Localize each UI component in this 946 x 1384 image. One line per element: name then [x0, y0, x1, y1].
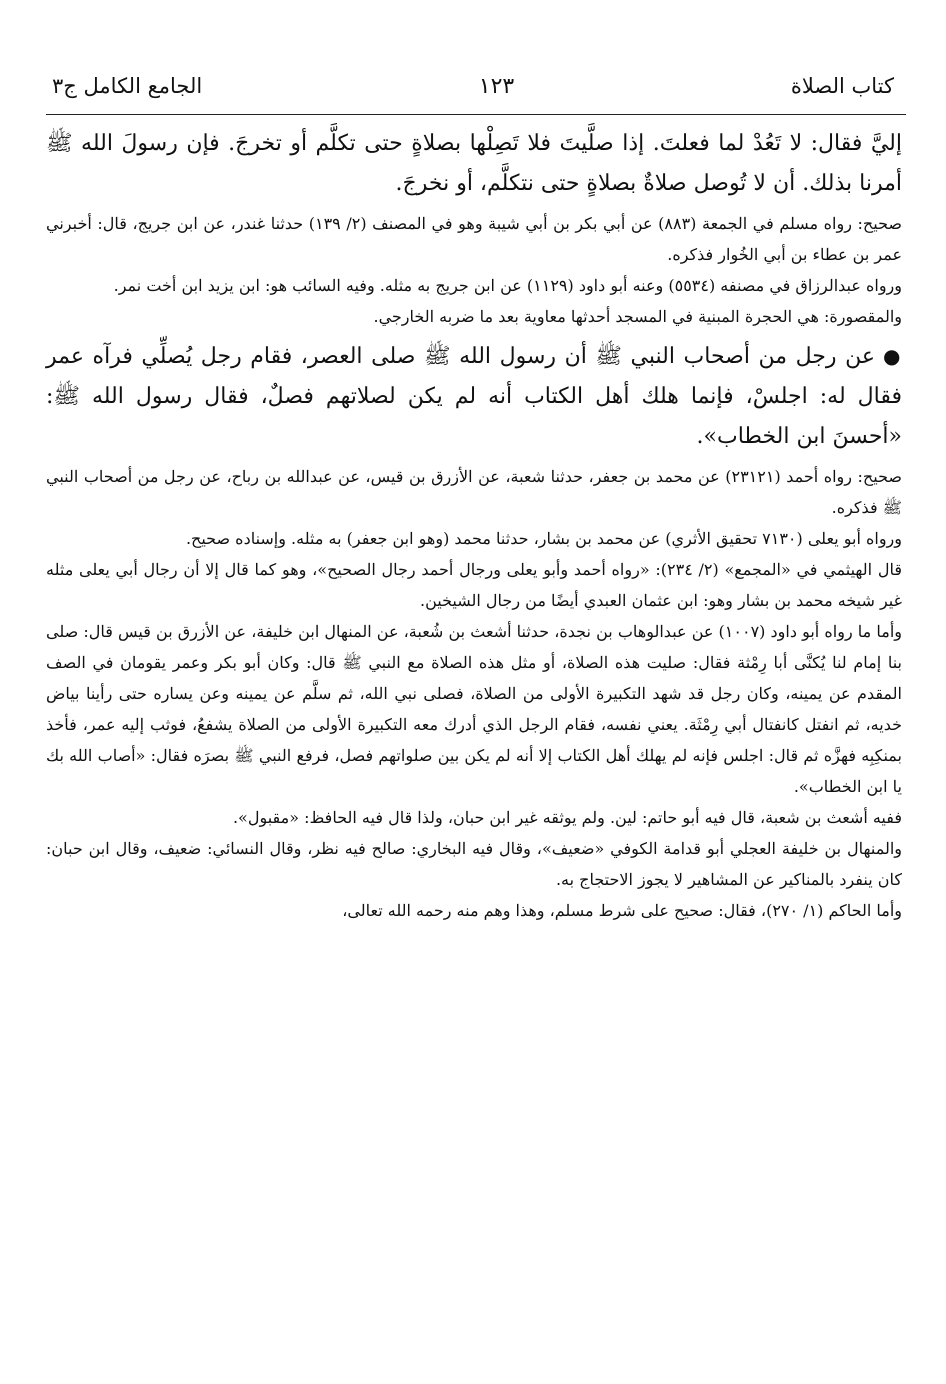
- takhrij-paragraph: ورواه أبو يعلى (٧١٣٠ تحقيق الأثري) عن محمد بن بشار، حدثنا محمد (وهو ابن جعفر) به مثله. وإسناده صحيح.: [185, 529, 902, 548]
- running-header: [52, 66, 894, 106]
- takhrij-paragraph: قال الهيثمي في «المجمع» (٢/ ٢٣٤): «رواه أحمد وأبو يعلى ورجال أحمد رجال الصحيح»، وهو كما قال إلا أن رجال أبي يعلى مثله غير شيخه محمد بن بشار وهو: ابن عثمان العبدي أيضًا من رجال الشيخين.: [46, 560, 903, 610]
- header-chapter-title: كتاب الصلاة: [790, 74, 894, 98]
- note-paragraph: والمقصورة: هي الحجرة المبنية في المسجد أحدثها معاوية بعد ما ضربه الخارجي.: [373, 307, 902, 326]
- takhrij-paragraph: صحيح: رواه أحمد (٢٣١٢١) عن محمد بن جعفر، حدثنا شعبة، عن الأزرق بن قيس، عن عبدالله بن رباح، عن رجل من أصحاب النبي ﷺ فذكره.: [46, 467, 902, 517]
- takhrij-paragraph: والمنهال بن خليفة العجلي أبو قدامة الكوفي «ضعيف»، وقال فيه البخاري: صالح فيه نظر، وقال النسائي: ضعيف، وقال ابن حبان: كان ينفرد بالمناكير عن المشاهير لا يجوز الاحتجاج به.: [46, 839, 902, 889]
- hadith-text: إليَّ فقال: لا تَعُدْ لما فعلتَ. إذا صلَّيتَ فلا تَصِلْها بصلاةٍ حتى تكلَّم أو تخرجَ. فإن رسولَ الله ﷺ أمرنا بذلك. أن لا تُوصل صلاةٌ بصلاةٍ حتى نتكلَّم، أو نخرجَ.: [46, 131, 902, 196]
- page-number: ١٢٣: [478, 73, 515, 99]
- hadith-bullet: ●: [882, 344, 902, 368]
- takhrij-paragraph: وأما الحاكم (١/ ٢٧٠)، فقال: صحيح على شرط مسلم، وهذا وهم منه رحمه الله تعالى،: [342, 901, 902, 920]
- takhrij-paragraph: ورواه عبدالرزاق في مصنفه (٥٥٣٤) وعنه أبو داود (١١٢٩) عن ابن جريج به مثله. وفيه السائب هو: ابن يزيد ابن أخت نمر.: [113, 276, 902, 295]
- takhrij-paragraph: ففيه أشعث بن شعبة، قال فيه أبو حاتم: لين. ولم يوثقه غير ابن حبان، ولذا قال فيه الحافظ: «مقبول».: [232, 808, 902, 827]
- takhrij-paragraph: وأما ما رواه أبو داود (١٠٠٧) عن عبدالوهاب بن نجدة، حدثنا أشعث بن شُعبة، عن المنهال ابن خليفة، عن الأزرق بن قيس قال: صلى بنا إمام لنا يُكنَّى أبا رِمْثة فقال: صليت هذه الصلاة، أو مثل هذه الصلاة مع النبي ﷺ قال: وكان أبو بكر وعمر يقومان في الصف المقدم عن يمينه، وكان رجل قد شهد التكبيرة الأولى من الصلاة، فصلى نبي الله، ثم سلَّم عن يمينه وعن يساره حتى رأينا بياض خديه، ثم انفتل كانفتال أبي رِمْثَة. يعني نفسه، فقام الرجل الذي أدرك معه التكبيرة الأولى من الصلاة يشفعُ، فوثب إليه عمر، فأخذ بمنكِبِه فهزَّه ثم قال: اجلس فإنه لم يهلك أهل الكتاب إلا أنه لم يكن بين صلواتهم فصل، فرفع النبي ﷺ بصرَه فقال: «أصاب الله بك يا ابن الخطاب».: [46, 622, 903, 796]
- hadith-text: ●عن رجل من أصحاب النبي ﷺ أن رسول الله ﷺ صلى العصر، فقام رجل يُصلِّي فرآه عمر فقال له: اجلسْ، فإنما هلك أهل الكتاب أنه لم يكن لصلاتهم فصلٌ، فقال رسول الله ﷺ: «أحسنَ ابن الخطاب».: [46, 344, 902, 449]
- page-body: [46, 124, 902, 926]
- header-rule: [46, 114, 906, 115]
- header-book-title: الجامع الكامل ج٣: [52, 74, 203, 98]
- takhrij-paragraph: صحيح: رواه مسلم في الجمعة (٨٨٣) عن أبي بكر بن أبي شيبة وهو في المصنف (٢/ ١٣٩) حدثنا غندر، عن ابن جريج، قال: أخبرني عمر بن عطاء بن أبي الخُوار فذكره.: [46, 214, 902, 264]
